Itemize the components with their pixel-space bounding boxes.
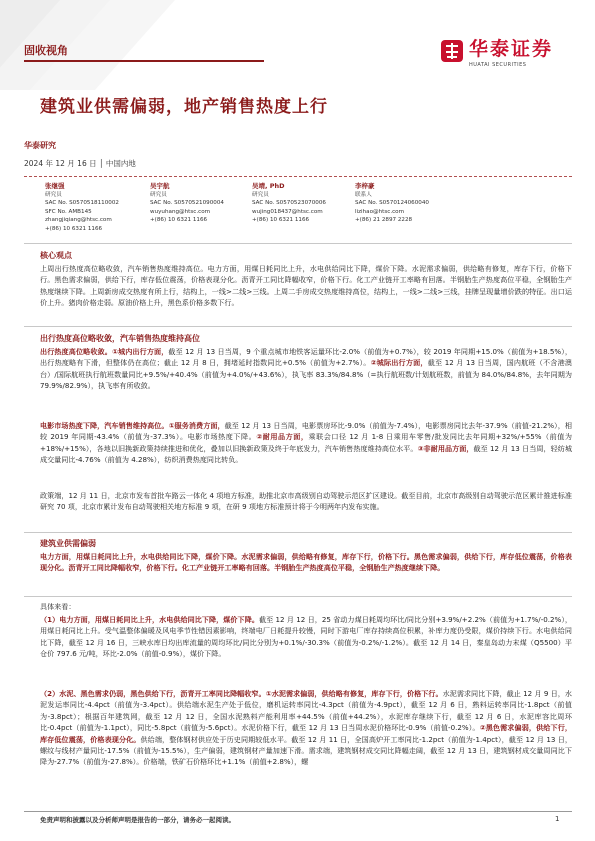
report-category-tag: 固收视角 bbox=[24, 44, 68, 57]
detail-intro: 具体来看： bbox=[40, 602, 76, 611]
analyst-sac: SAC No. S0570521090004 bbox=[150, 200, 224, 207]
analyst-role: 研究员 bbox=[45, 191, 62, 198]
section-rule bbox=[24, 532, 572, 533]
analyst-card bbox=[252, 182, 360, 225]
analyst-name: 李梓豪 bbox=[355, 182, 375, 190]
analyst-card bbox=[45, 182, 153, 234]
header-divider bbox=[24, 60, 264, 62]
travel-paragraph: 出行热度高位略收敛。①城内出行方面，截至 12 月 13 日当周，9 个重点城市地铁客运量环比-2.0%（前值为+0.7%），较 2019 年同期+15.0%（前值为+18.5%），出行热度略有下滑，但整体仍在高位；截止 12 月 8 日，拥堵延时指数同比+0.5%（前值为+2.7%）。②城际出行方面，截至 12 月 13 日当周，国内航班（不含港澳台）/国际航班执行航班数量同比+9.5%/+40.4%（前值为+4.0%/+43.6%），执飞率 83.3%/84.8%（=执行航班数/计划航班数，前值为 84.0%/84.8%，去年同期为 79.9%/82.9%），执飞率有所收敛。 bbox=[40, 347, 572, 391]
analyst-phone: +(86) 10 6321 1166 bbox=[150, 217, 208, 224]
analyst-email[interactable]: zhangjiqiang@htsc.com bbox=[45, 217, 112, 224]
analyst-sfc: SFC No. AMB145 bbox=[45, 208, 92, 215]
analyst-card bbox=[355, 182, 463, 225]
page-number: 1 bbox=[555, 815, 560, 823]
disclaimer-note: 免责声明和披露以及分析师声明是报告的一部分，请务必一起阅读。 bbox=[40, 816, 235, 824]
analyst-name: 张继强 bbox=[45, 182, 65, 190]
analyst-sac: SAC No. S0570518110002 bbox=[45, 200, 119, 207]
analyst-role: 联系人 bbox=[355, 191, 372, 198]
report-title: 建筑业供需偏弱，地产销售热度上行 bbox=[40, 97, 328, 117]
analyst-email[interactable]: lizihao@htsc.com bbox=[355, 208, 405, 215]
analyst-name: 吴靖, PhD bbox=[252, 182, 285, 190]
analyst-sac: SAC No. S0570523070006 bbox=[252, 200, 326, 207]
research-org: 华泰研究 bbox=[24, 141, 56, 150]
materials-paragraph: （2）水泥、黑色需求仍弱，黑色供给下行，沥青开工率同比降幅收窄。①水泥需求偏弱，供给略有修复，库存下行，价格下行。水泥需求同比下降，截止 12 月 9 日，水泥发运率同比-4.4pct（前值为-3.4pct）。供给端水泥生产处于低位，磨机运转率同比-4.3pct（前值为-4.9pct），截至 12 月 6 日，熟料运转率同比-1.8pct（前值为-3.8pct）；根据百年建筑网，截至 12 月 12 日，全国水泥熟料产能利用率+44.5%（前值+44.2%），水泥库存继续下行，截至 12 月 6 日，水泥库容比周环比-0.4pct（前值为-1.1pct），同比-5.8pct（前值为-5.6pct）。水泥价格下行，截至 12 月 13 日当周水泥价格环比-0.9%（前值-0.2%）。②黑色需求偏弱，供给下行，库存低位震荡，价格表现分化。供给端，整体钢材供应处于历史同期较低水平。截至 12 月 11 日，全国高炉开工率同比-1.2pct（前值为-1.4pct），截至 12 月 13 日，螺纹与线材产量同比-17.5%（前值为-15.5%），生产偏弱，建筑钢材产量加速下滑。需求端，建筑钢材成交同比降幅走阔，截至 12 月 13 日，建筑钢材成交量周同比下降为-27.7%（前值为-27.8%）。价格端，铁矿石价格环比+1.1%（前值+2.8%），螺 bbox=[40, 689, 573, 767]
analyst-phone: +(86) 10 6321 1166 bbox=[45, 225, 103, 232]
analyst-email[interactable]: wujing018437@htsc.com bbox=[252, 208, 323, 215]
section-rule bbox=[24, 596, 572, 597]
analyst-card bbox=[150, 182, 258, 225]
section-heading-construction: 建筑业供需偏弱 bbox=[40, 539, 96, 548]
analyst-phone: +(86) 10 6321 1166 bbox=[252, 217, 310, 224]
construction-summary: 电力方面，用煤日耗同比上升，水电供给同比下降，煤价下降。水泥需求偏弱，供给略有修复，库存下行，价格下行。黑色需求偏弱，供给下行，库存低位震荡，价格表现分化。沥青开工同比降幅收窄，价格下行。化工产业链开工率略有回落。半钢胎生产热度高位平稳，全钢胎生产热度继续下降。 bbox=[40, 552, 572, 573]
policy-paragraph: 政策端，12 月 11 日，北京市发布首批车路云一体化 4 项地方标准，助推北京市高级别自动驾驶示范区扩区建设。截至目前，北京市高级别自动驾驶示范区累计推进标准研究 70 项，北京市累计发布自动驾驶相关地方标准 9 项，在研 9 项地方标准预计将于今明两年内发布实施。 bbox=[40, 491, 572, 512]
section-rule bbox=[24, 243, 572, 244]
report-dateline: 2024 年 12 月 16 日 │ 中国内地 bbox=[24, 159, 136, 168]
analyst-phone: +(86) 21 2897 2228 bbox=[355, 217, 413, 224]
huatai-emblem-icon bbox=[440, 39, 464, 63]
logo-chinese-name: 华泰证券 bbox=[469, 38, 554, 60]
analyst-role: 研究员 bbox=[150, 191, 167, 198]
footer-rule bbox=[24, 811, 572, 812]
huatai-logo bbox=[440, 34, 553, 68]
section-rule bbox=[24, 326, 572, 327]
analyst-divider bbox=[24, 176, 572, 177]
section-heading-travel: 出行热度高位略收敛，汽车销售热度维持高位 bbox=[40, 334, 200, 343]
consumption-paragraph: 电影市场热度下降，汽车销售维持高位。①服务消费方面，截至 12 月 13 日当周，电影票房环比-9.0%（前值为-7.4%），电影票房同比去年-37.9%（前值-21.2%），相较 2019 年同期-43.4%（前值为-37.3%）。电影市场热度下降。②耐用品方面，乘联会口径 12 月 1-8 日乘用车零售/批发同比去年同期+32%/+55%（前值为+18%/+15%），各地以旧换新政策持续推进和优化，叠加以旧换新政策及终于年底发力，汽车销售热度维持高位水平。③非耐用品方面，截至 12 月 13 日当周，轻纺城成交量同比-4.76%（前值为 4.28%），纺织消费热度同比转负。 bbox=[40, 421, 573, 465]
analyst-name: 吴宇航 bbox=[150, 182, 170, 190]
logo-english-name: HUATAI SECURITIES bbox=[469, 62, 527, 68]
analyst-role: 研究员 bbox=[252, 191, 269, 198]
analyst-email[interactable]: wuyuhang@htsc.com bbox=[150, 208, 211, 215]
core-view-heading: 核心观点 bbox=[40, 251, 72, 260]
power-paragraph: （1）电力方面，用煤日耗同比上升，水电供给同比下降，煤价下降。截至 12 月 12 日，25 省动力煤日耗周均环比/同比分别+3.9%/+2.2%（前值为+1.7%/-0.2%），用煤日耗同比上升。受气温整体偏暖及风电季节性错因素影响，终端电厂日耗提升较慢，同时下游电厂库存持续高位积累，补库力度仍受限，煤价持续下行。水电供给同比下降，截至 12 月 16 日，三峡水库日均出库流量的周均环比/同比分别为+0.1%/-30.3%（前值为-0.2%/-1.2%）。截至 12 月 14 日，秦皇岛动力末煤（Q5500）平仓价 797.6 元/吨，环比-2.0%（前值-0.9%），煤价下降。 bbox=[40, 615, 572, 659]
analyst-sac: SAC No. S0570124060040 bbox=[355, 200, 429, 207]
core-view-text: 上周出行热度高位略收敛，汽车销售热度维持高位。电力方面，用煤日耗同比上升，水电供给同比下降，煤价下降。水泥需求偏弱，供给略有修复，库存下行，价格下行。黑色需求偏弱，供给下行，库存低位震荡，价格表现分化。沥青开工同比降幅收窄，价格下行。化工产业链开工率略有回落。半钢胎生产热度高位平稳，全钢胎生产热度继续下降。上周新房成交热度有所上行，结构上，一线>二线>三线。上周二手房成交热度维持高位，结构上，一线>二线>三线，挂牌呈现量增价跌的特征。出口运价上升。猪肉价格走弱。原油价格上升，黑色系价格多数下行。 bbox=[40, 264, 572, 308]
